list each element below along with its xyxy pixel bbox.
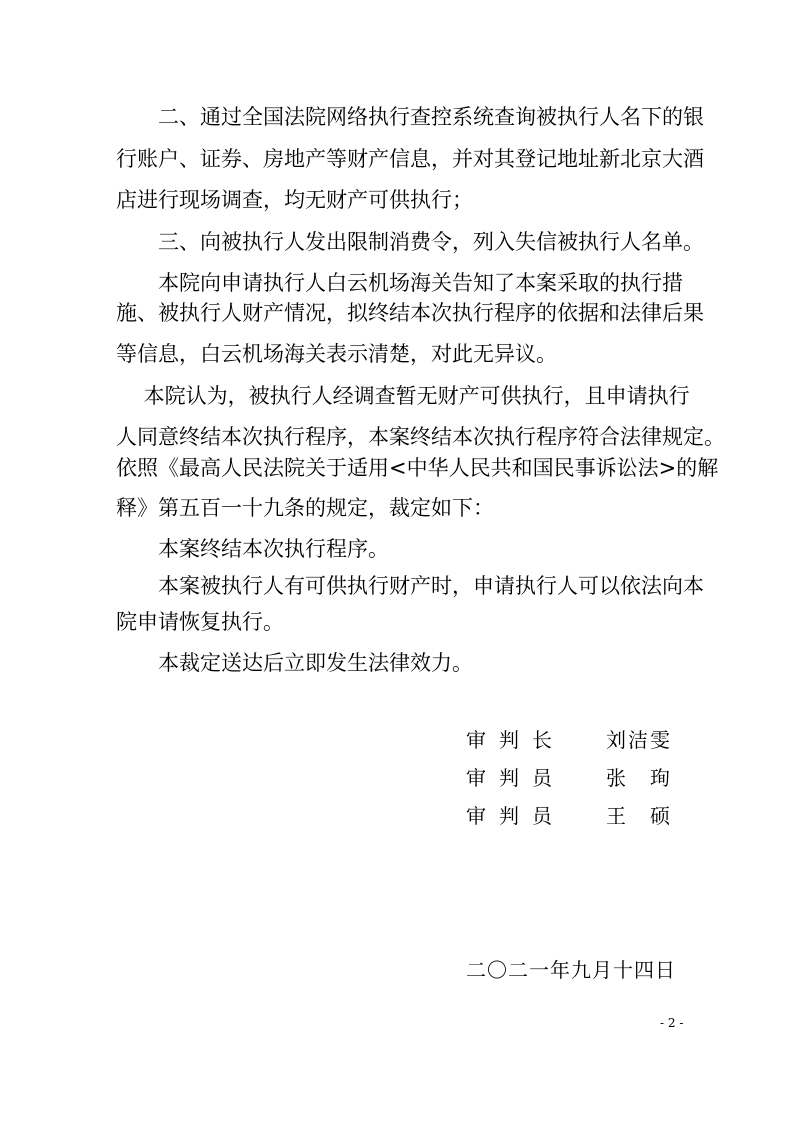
signature-name: 王 硕 [606,804,672,828]
signature-role: 审判员 [466,766,565,790]
paragraph-line: 行账户、证券、房地产等财产信息，并对其登记地址新北京大酒 [116,147,704,171]
paragraph-line: 依照《最高人民法院关于适用<中华人民共和国民事诉讼法>的解 [116,456,719,480]
signature-role: 审判员 [466,804,565,828]
paragraph-line: 二、通过全国法院网络执行查控系统查询被执行人名下的银 [116,105,704,129]
page-number: - 2 - [660,1016,684,1030]
paragraph-line: 店进行现场调查，均无财产可供执行； [116,188,473,212]
signature-role: 审判长 [466,728,565,752]
paragraph-line: 本裁定送达后立即发生法律效力。 [116,651,473,675]
paragraph-line: 三、向被执行人发出限制消费令，列入失信被执行人名单。 [116,230,704,254]
paragraph-line: 等信息，白云机场海关表示清楚，对此无异议。 [116,342,557,366]
paragraph-line: 释》第五百一十九条的规定，裁定如下： [116,496,494,520]
paragraph-line: 本案被执行人有可供执行财产时，申请执行人可以依法向本 [116,574,704,598]
signature-name: 张 珣 [606,766,672,790]
paragraph-line: 本院认为，被执行人经调查暂无财产可供执行，且申请执行 [116,384,690,408]
paragraph-line: 本院向申请执行人白云机场海关告知了本案采取的执行措 [116,271,683,295]
document-date: 二〇二一年九月十四日 [466,958,676,982]
paragraph-line: 人同意终结本次执行程序，本案终结本次执行程序符合法律规定。 [116,425,725,449]
paragraph-line: 院申请恢复执行。 [116,610,284,634]
paragraph-line: 施、被执行人财产情况，拟终结本次执行程序的依据和法律后果 [116,301,704,325]
signature-name: 刘洁雯 [606,728,672,752]
paragraph-line: 本案终结本次执行程序。 [116,537,389,561]
